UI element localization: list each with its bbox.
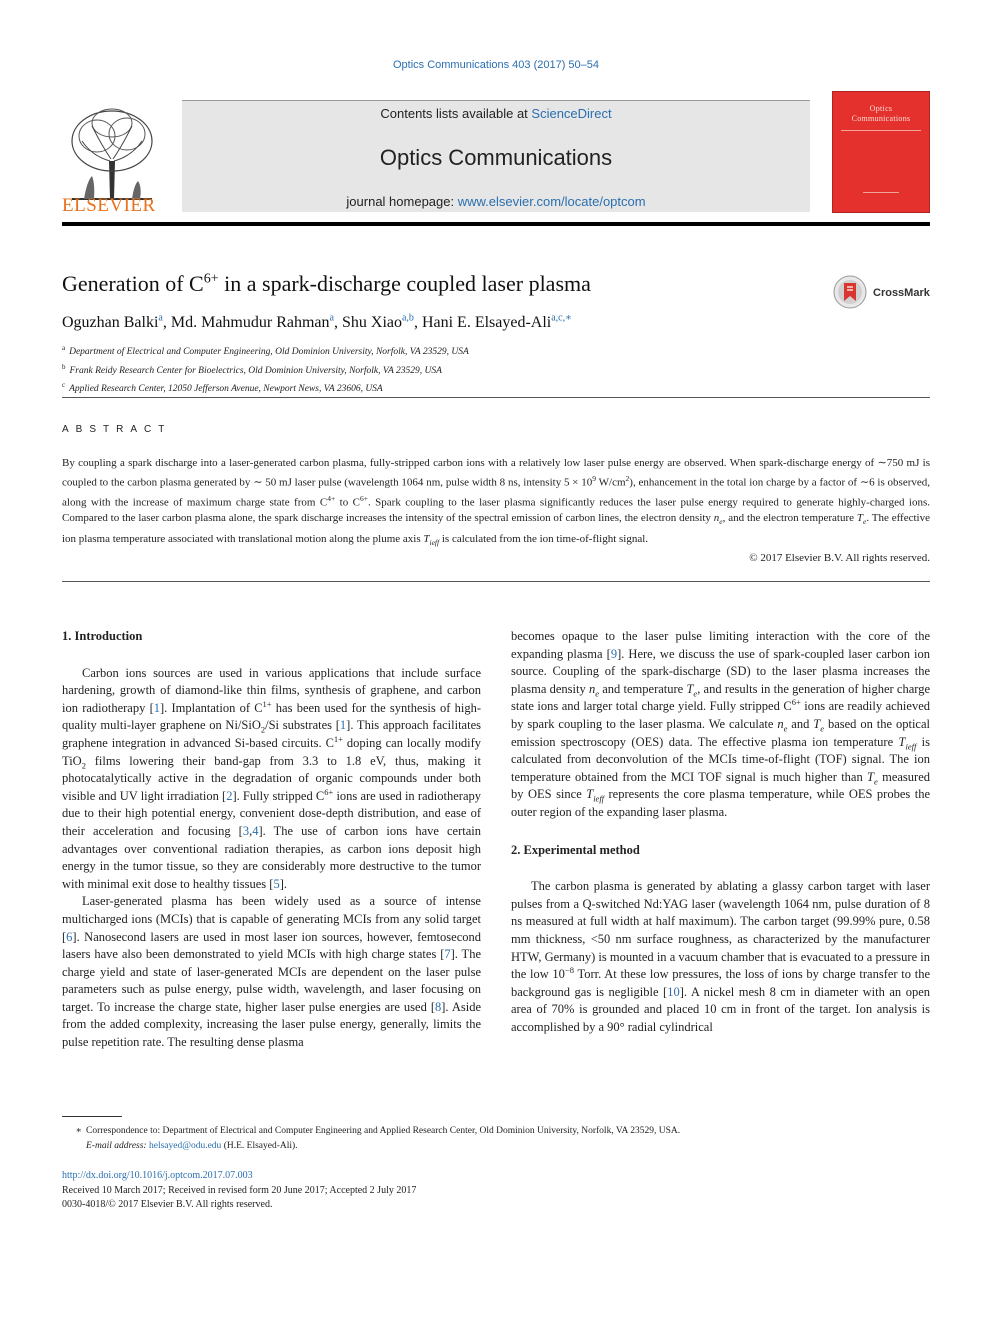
affiliations bbox=[62, 341, 469, 397]
correspondence-footnote bbox=[62, 1124, 930, 1154]
copyright-notice: © 2017 Elsevier B.V. All rights reserved. bbox=[749, 552, 930, 564]
journal-cover-thumbnail[interactable] bbox=[832, 91, 930, 213]
homepage-line: journal homepage: www.elsevier.com/locate/optcom bbox=[346, 194, 646, 209]
affiliation: $^c$ Applied Research Center, 12050 Jefferson Avenue, Newport News, VA 23606, USA bbox=[62, 381, 383, 395]
section-heading-experimental-method: 2. Experimental method bbox=[511, 842, 640, 857]
journal-citation-link[interactable]: Optics Communications 403 (2017) 50–54 bbox=[392, 59, 600, 71]
cover-title: Optics Communications bbox=[851, 104, 911, 123]
citation-link[interactable]: 9 bbox=[610, 646, 618, 661]
section-rule bbox=[62, 397, 930, 398]
spacer bbox=[511, 822, 930, 842]
citation-link[interactable]: 7 bbox=[444, 947, 451, 962]
paragraph: becomes opaque to the laser pulse limiting interaction with the core of the expanding plasma [9]. Here, we discuss the use of spark-coupled laser carbon ion source. Coupling of the spark-discharge (SD) to the laser plasma increases the plasma density $n_e$ and temperature $T_e$, and results in the generation of higher charge state ions and larger total charge yield. Fully stripped $C^{6+}$ ions are readily achieved by spark coupling to the laser plasma. We calculate $n_e$ and $T_e$ based on the optical emission spectroscopy (OES) data. The effective plasma ion temperature $T_{ieff}$ is calculated from deconvolution of the MCIs time-of-flight (TOF) signal. The ion temperature obtained from the MCI TOF signal is much higher than $T_e$ measured by OES since $T_{ieff}$ represents the core plasma temperature, while OES probes the outer region of the expanding laser plasma. bbox=[511, 629, 931, 819]
citation-link[interactable]: 8 bbox=[435, 999, 442, 1014]
affiliation: $^a$ Department of Electrical and Computer Engineering, Old Dominion University, Norfolk, VA 23529, USA bbox=[62, 344, 469, 358]
doi-link[interactable]: http://dx.doi.org/10.1016/j.optcom.2017.07.003 bbox=[62, 1170, 253, 1181]
author-affiliation-link[interactable]: a,c,∗ bbox=[551, 313, 572, 324]
author-affiliation-link[interactable]: a bbox=[158, 313, 163, 324]
citation-link[interactable]: 6 bbox=[66, 929, 73, 944]
paragraph: Laser-generated plasma has been widely used as a source of intense multicharged ions (MCIs) that is capable of generating MCIs from any solid target [6]. Nanosecond lasers are used in most laser ion sources, however, femtosecond lasers have also been demonstrated to yield MCIs with high charge states [7]. The charge yield and state of laser-generated MCIs are dependent on the laser pulse parameters such as pulse energy, pulse width, wavelength, and laser focusing on target. To increase the charge state, higher laser pulse energies are used [8]. Aside from the added complexity, increasing the laser pulse energy, generally, limits the pulse repetition rate. The resulting dense plasma bbox=[62, 894, 481, 1050]
header-rule bbox=[62, 222, 930, 226]
journal-header bbox=[62, 91, 930, 223]
section-rule bbox=[62, 581, 930, 582]
cover-divider bbox=[863, 192, 899, 193]
author: Oguzhan Balki$^a$, bbox=[62, 313, 171, 332]
author-list bbox=[62, 313, 572, 332]
author: Shu Xiao$^{a,b}$, bbox=[341, 313, 422, 332]
journal-title: Optics Communications bbox=[379, 145, 613, 170]
article-metadata bbox=[62, 1169, 416, 1213]
body-column-left bbox=[62, 628, 481, 1052]
issn-line: 0030-4018/© 2017 Elsevier B.V. All rights reserved. bbox=[62, 1199, 273, 1210]
paragraph: Carbon ions sources are used in various applications that include surface hardening, growth of diamond-like thin films, synthesis of graphene, and carbon ion radiotherapy [1]. Implantation of $C^{1+}$ has been used for the synthesis of high-quality multi-layer graphene on Ni/SiO$_2$/Si substrates [1]. This approach facilitates graphene integration in advanced Si-based circuits. $C^{1+}$ doping can locally modify TiO$_2$ films lowering their band-gap from 3.3 to 1.8 eV, thus, making it photocatalytically active in the degradation of organic compounds under both visible and UV light irradiation [2]. Fully stripped $C^{6+}$ ions are used in radiotherapy due to their high potential energy, convenient dose-depth distribution, and ease of their acceleration and focusing [3,4]. The use of carbon ions have certain advantages over conventional radiation therapies, as carbon ions deposit high energy in the tumor tissue, so they are considerably more destructive to the tumor with minimal exit dose to healthy tissues [5]. bbox=[62, 665, 482, 891]
email-line: E-mail address: helsayed@odu.edu (H.E. Elsayed-Ali). bbox=[86, 1141, 298, 1151]
cover-divider bbox=[841, 130, 921, 131]
body-column-right bbox=[511, 628, 930, 1036]
email-link[interactable]: helsayed@odu.edu bbox=[148, 1141, 222, 1151]
footnote-rule bbox=[62, 1116, 122, 1117]
abstract-heading: ABSTRACT bbox=[62, 424, 172, 435]
citation-link[interactable]: 2 bbox=[226, 788, 233, 803]
journal-header-box bbox=[182, 100, 810, 212]
author: Hani E. Elsayed-Ali$^{a,c,∗}$ bbox=[421, 313, 572, 332]
article-title: Generation of $C^{6+}$ in a spark-discharge coupled laser plasma bbox=[62, 271, 591, 296]
crossmark-label: CrossMark bbox=[873, 287, 930, 299]
section-heading-introduction: 1. Introduction bbox=[62, 629, 143, 643]
paragraph: The carbon plasma is generated by ablating a glassy carbon target with laser pulses from a Q-switched Nd:YAG laser (wavelength 1064 nm, pulse duration of 8 ns measured at full width at half maximum). The carbon target (99.99% pure, 0.58 mm thickness, <50 nm surface roughness, as characterized by the manufacturer HTW, Germany) is mounted in a vacuum chamber that is evacuated to a pressure in the low $10^{-8}$ Torr. At these low pressures, the loss of ions by charge transfer to the background gas is negligible [10]. A nickel mesh 8 cm in diameter with an open area of 70% is grounded and placed 10 cm in front of the target. Ion analysis is accomplished by a 90° radial cylindrical bbox=[511, 879, 930, 1034]
citation-link[interactable]: 4 bbox=[252, 823, 259, 838]
citation-link[interactable]: 10 bbox=[667, 984, 680, 999]
author-affiliation-link[interactable]: a bbox=[329, 313, 334, 324]
contents-line: Contents lists available at ScienceDirect bbox=[380, 106, 612, 121]
citation-link[interactable]: 5 bbox=[273, 876, 280, 891]
received-dates: Received 10 March 2017; Received in revised form 20 June 2017; Accepted 2 July 2017 bbox=[62, 1184, 417, 1196]
correspondence-line: ∗ Correspondence to: Department of Electrical and Computer Engineering and Applied Research Center, Old Dominion University, Norfolk, VA 23529, USA. bbox=[75, 1126, 681, 1136]
crossmark-icon bbox=[833, 275, 867, 309]
citation-link[interactable]: 1 bbox=[153, 700, 160, 715]
citation-link[interactable]: 1 bbox=[339, 718, 347, 733]
crossmark-badge[interactable] bbox=[833, 275, 933, 311]
affiliation: $^b$ Frank Reidy Research Center for Bioelectrics, Old Dominion University, Norfolk, VA 23529, USA bbox=[62, 362, 442, 376]
elsevier-wordmark: ELSEVIER bbox=[62, 195, 156, 216]
citation-link[interactable]: 3 bbox=[242, 823, 250, 838]
author-affiliation-link[interactable]: a,b bbox=[401, 313, 414, 324]
journal-homepage-link[interactable]: www.elsevier.com/locate/optcom bbox=[457, 194, 646, 209]
author: Md. Mahmudur Rahman$^a$, bbox=[170, 313, 342, 332]
abstract-text: By coupling a spark discharge into a laser-generated carbon plasma, fully-stripped carbon ions with a relatively low laser pulse energy are observed. When spark-discharge energy of ∼750 mJ is coupled to the carbon plasma generated by ∼ 50 mJ laser pulse (wavelength 1064 nm, pulse width 8 ns, intensity $5 \times 10^9$ $W/cm^2$), enhancement in the total ion charge by a factor of ∼6 is observed, along with the increase of maximum charge state from $C^{4+}$ to $C^{6+}$. Spark coupling to the laser plasma significantly reduces the laser pulse energy required to generate highly-charged ions. Compared to the laser carbon plasma alone, the spark discharge increases the intensity of the spectral emission of carbon lines, the electron density $n_e$, and the electron temperature $T_e$. The effective ion plasma temperature associated with translational motion along the plume axis $T_{ieff}$ is calculated from the ion time-of-flight signal. bbox=[62, 457, 930, 547]
sciencedirect-link[interactable]: ScienceDirect bbox=[531, 106, 612, 121]
